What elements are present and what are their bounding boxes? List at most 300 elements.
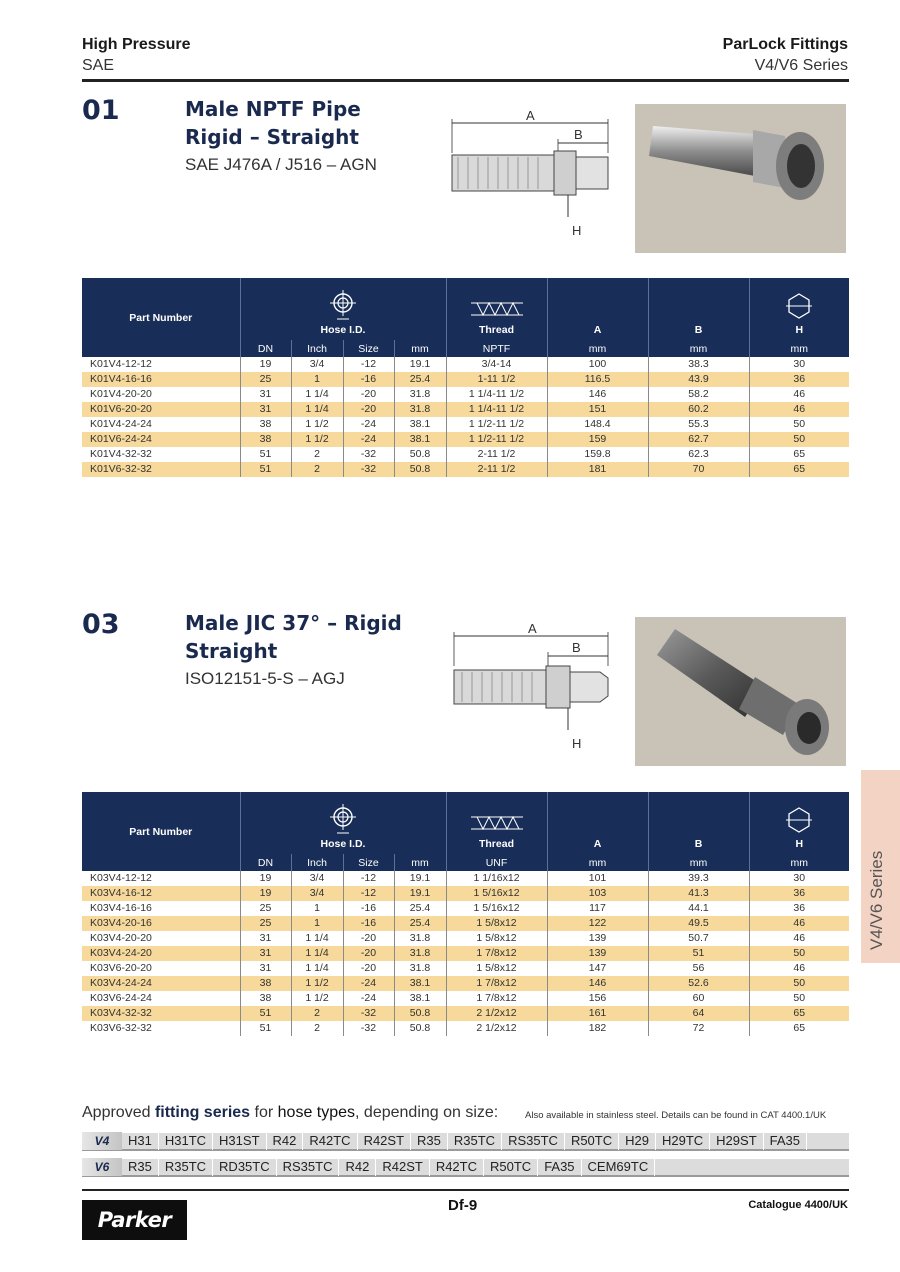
table-cell: 39.3 bbox=[648, 871, 749, 886]
table-cell: 30 bbox=[749, 357, 849, 372]
unit-mm: mm bbox=[394, 340, 446, 357]
fitting-dimension-diagram bbox=[440, 105, 620, 240]
table-cell: -16 bbox=[343, 372, 394, 387]
thread-header bbox=[446, 792, 547, 854]
section-title-line1: Male NPTF Pipe bbox=[185, 97, 361, 121]
table-cell: 1 bbox=[291, 901, 343, 916]
table-cell: 38 bbox=[240, 991, 291, 1006]
table-cell: -32 bbox=[343, 1021, 394, 1036]
table-cell: 36 bbox=[749, 372, 849, 387]
table-cell: -32 bbox=[343, 462, 394, 477]
unit-b: mm bbox=[648, 340, 749, 357]
table-row bbox=[82, 1021, 849, 1036]
table-row bbox=[82, 976, 849, 991]
table-cell: 117 bbox=[547, 901, 648, 916]
table-row bbox=[82, 901, 849, 916]
table-cell: 19.1 bbox=[394, 886, 446, 901]
table-cell: 25 bbox=[240, 372, 291, 387]
table-cell: -12 bbox=[343, 871, 394, 886]
part-number-cell: K01V6-24-24 bbox=[82, 432, 240, 447]
table-cell: -20 bbox=[343, 961, 394, 976]
table-cell: 70 bbox=[648, 462, 749, 477]
table-cell: 46 bbox=[749, 387, 849, 402]
table-cell: 101 bbox=[547, 871, 648, 886]
h-header bbox=[749, 278, 849, 340]
h-header bbox=[749, 792, 849, 854]
table-row bbox=[82, 417, 849, 432]
dimension-a-label: A bbox=[528, 621, 537, 636]
unit-size: Size bbox=[343, 340, 394, 357]
table-cell: 19.1 bbox=[394, 871, 446, 886]
table-row bbox=[82, 991, 849, 1006]
table-cell: 50.8 bbox=[394, 1006, 446, 1021]
table-row bbox=[82, 871, 849, 886]
table-cell: 1 5/8x12 bbox=[446, 931, 547, 946]
table-cell: 19 bbox=[240, 871, 291, 886]
table-cell: -20 bbox=[343, 946, 394, 961]
table-cell: 2-11 1/2 bbox=[446, 462, 547, 477]
section-title-line1: Male JIC 37° – Rigid bbox=[185, 611, 402, 635]
series-side-tab bbox=[861, 770, 900, 963]
fitting-photo bbox=[635, 617, 846, 766]
table-cell: 60.2 bbox=[648, 402, 749, 417]
table-cell: 50 bbox=[749, 976, 849, 991]
part-number-header: Part Number bbox=[82, 278, 240, 357]
hose-series-tag: V4 bbox=[82, 1132, 122, 1150]
fitting-photo bbox=[635, 104, 846, 253]
hose-type-item: R35 bbox=[411, 1132, 448, 1150]
table-cell: 31.8 bbox=[394, 931, 446, 946]
unit-dn: DN bbox=[240, 854, 291, 871]
table-cell: 181 bbox=[547, 462, 648, 477]
dimension-h-label: H bbox=[572, 223, 582, 238]
part-number-cell: K01V6-20-20 bbox=[82, 402, 240, 417]
b-header: B bbox=[648, 792, 749, 854]
table-cell: 1 5/16x12 bbox=[446, 901, 547, 916]
table-cell: 2 1/2x12 bbox=[446, 1006, 547, 1021]
approved-heading bbox=[82, 1104, 498, 1122]
thread-icon bbox=[469, 811, 525, 835]
part-number-cell: K03V4-12-12 bbox=[90, 872, 152, 884]
header-right bbox=[723, 35, 848, 77]
spec-table bbox=[82, 792, 849, 1036]
table-cell: 65 bbox=[749, 1006, 849, 1021]
table-row bbox=[82, 916, 849, 931]
table-cell: 1 1/2-11 1/2 bbox=[446, 417, 547, 432]
table-cell: 3/4-14 bbox=[446, 357, 547, 372]
h-label: H bbox=[795, 324, 804, 336]
table-cell: 116.5 bbox=[547, 372, 648, 387]
table-cell: 2 bbox=[291, 1006, 343, 1021]
table-cell: 151 bbox=[547, 402, 648, 417]
hose-series-tag: V6 bbox=[82, 1158, 122, 1176]
hose-type-item: H31 bbox=[122, 1132, 159, 1150]
approved-mid: for bbox=[250, 1104, 278, 1121]
table-cell: 31.8 bbox=[394, 402, 446, 417]
table-cell: 2 1/2x12 bbox=[446, 1021, 547, 1036]
hose-type-item: FA35 bbox=[538, 1158, 581, 1176]
table-cell: 1 7/8x12 bbox=[446, 991, 547, 1006]
table-cell: 36 bbox=[749, 886, 849, 901]
table-cell: 139 bbox=[547, 931, 648, 946]
b-header: B bbox=[648, 278, 749, 340]
table-cell: 2 bbox=[291, 462, 343, 477]
table-cell: 103 bbox=[547, 886, 648, 901]
hose-type-item: CEM69TC bbox=[582, 1158, 656, 1176]
hose-type-item: H31TC bbox=[159, 1132, 213, 1150]
hose-series-bar bbox=[82, 1159, 849, 1177]
hose-type-item: R42 bbox=[339, 1158, 376, 1176]
table-cell: 41.3 bbox=[648, 886, 749, 901]
hose-type-item: R42TC bbox=[303, 1132, 357, 1150]
table-cell: 65 bbox=[749, 1021, 849, 1036]
dimension-b-label: B bbox=[574, 127, 583, 142]
hose-id-label: Hose I.D. bbox=[320, 324, 366, 336]
section-number: 01 bbox=[82, 95, 120, 126]
table-cell: 56 bbox=[648, 961, 749, 976]
part-number-cell: K01V4-20-20 bbox=[90, 388, 152, 400]
table-cell: 50.8 bbox=[394, 447, 446, 462]
table-cell: 19 bbox=[240, 886, 291, 901]
table-cell: 51 bbox=[240, 1006, 291, 1021]
table-cell: 50 bbox=[749, 417, 849, 432]
section-title bbox=[185, 95, 361, 151]
part-number-cell: K03V4-16-16 bbox=[90, 902, 152, 914]
series-side-tab-label: V4/V6 Series bbox=[867, 850, 886, 950]
thread-label: Thread bbox=[478, 324, 514, 336]
hose-type-item: R42 bbox=[267, 1132, 304, 1150]
table-cell: 1 1/4 bbox=[291, 946, 343, 961]
hose-id-label: Hose I.D. bbox=[320, 838, 366, 850]
section-title-line2: Straight bbox=[185, 639, 278, 663]
part-number-cell: K03V4-20-16 bbox=[82, 916, 240, 931]
header-product-line: ParLock Fittings bbox=[722, 36, 848, 53]
table-cell: 31 bbox=[240, 961, 291, 976]
table-cell: 31.8 bbox=[394, 961, 446, 976]
unit-thread: UNF bbox=[446, 854, 547, 871]
approved-suffix: , depending on size: bbox=[355, 1104, 499, 1121]
unit-mm: mm bbox=[394, 854, 446, 871]
table-cell: 38.1 bbox=[394, 432, 446, 447]
table-cell: 65 bbox=[749, 447, 849, 462]
table-cell: 159 bbox=[547, 432, 648, 447]
hose-bore-icon bbox=[328, 289, 358, 321]
header-divider bbox=[82, 79, 849, 82]
table-cell: 46 bbox=[749, 961, 849, 976]
table-cell: 25.4 bbox=[394, 901, 446, 916]
table-cell: 19.1 bbox=[394, 357, 446, 372]
table-cell: -16 bbox=[343, 916, 394, 931]
table-row bbox=[82, 387, 849, 402]
table-cell: 51 bbox=[240, 447, 291, 462]
header-category: High Pressure bbox=[82, 36, 191, 53]
table-cell: 55.3 bbox=[648, 417, 749, 432]
table-cell: -16 bbox=[343, 901, 394, 916]
table-cell: 50 bbox=[749, 946, 849, 961]
h-label: H bbox=[795, 838, 804, 850]
hose-type-item: RS35TC bbox=[502, 1132, 565, 1150]
hose-type-item: RS35TC bbox=[277, 1158, 340, 1176]
part-number-cell: K03V6-32-32 bbox=[90, 1022, 152, 1034]
table-cell: 52.6 bbox=[648, 976, 749, 991]
table-cell: 1 1/2-11 1/2 bbox=[446, 432, 547, 447]
table-cell: 44.1 bbox=[648, 901, 749, 916]
table-cell: 38.1 bbox=[394, 991, 446, 1006]
table-cell: 1 bbox=[291, 372, 343, 387]
table-cell: -20 bbox=[343, 402, 394, 417]
thread-label: Thread bbox=[478, 838, 514, 850]
table-row bbox=[82, 432, 849, 447]
unit-b: mm bbox=[648, 854, 749, 871]
table-cell: -24 bbox=[343, 417, 394, 432]
table-cell: 148.4 bbox=[547, 417, 648, 432]
table-cell: 50 bbox=[749, 432, 849, 447]
table-cell: 38.1 bbox=[394, 417, 446, 432]
table-row bbox=[82, 462, 849, 477]
part-number-cell: K01V6-32-32 bbox=[82, 462, 240, 477]
table-cell: 161 bbox=[547, 1006, 648, 1021]
hose-series-bar bbox=[82, 1133, 849, 1151]
hose-type-item: H31ST bbox=[213, 1132, 266, 1150]
table-cell: -32 bbox=[343, 447, 394, 462]
part-number-cell: K03V6-24-24 bbox=[90, 992, 152, 1004]
table-cell: 31 bbox=[240, 387, 291, 402]
table-cell: -12 bbox=[343, 357, 394, 372]
hose-type-item: H29TC bbox=[656, 1132, 710, 1150]
table-cell: 1 1/4 bbox=[291, 961, 343, 976]
thread-header bbox=[446, 278, 547, 340]
unit-inch: Inch bbox=[291, 854, 343, 871]
part-number-cell: K03V6-20-20 bbox=[90, 962, 152, 974]
table-cell: 2-11 1/2 bbox=[446, 447, 547, 462]
table-cell: 25.4 bbox=[394, 372, 446, 387]
table-cell: 38.1 bbox=[394, 976, 446, 991]
table-cell: 65 bbox=[749, 462, 849, 477]
header-left bbox=[82, 35, 190, 77]
hose-type-item: R35 bbox=[122, 1158, 159, 1176]
spec-table bbox=[82, 278, 849, 477]
table-cell: 156 bbox=[547, 991, 648, 1006]
table-cell: 139 bbox=[547, 946, 648, 961]
dimension-b-label: B bbox=[572, 640, 581, 655]
table-cell: 38.3 bbox=[648, 357, 749, 372]
page-number: Df-9 bbox=[448, 1197, 478, 1214]
part-number-cell: K01V4-12-12 bbox=[90, 358, 152, 370]
unit-inch: Inch bbox=[291, 340, 343, 357]
hose-id-header bbox=[240, 792, 446, 854]
table-cell: 1 1/2 bbox=[291, 976, 343, 991]
section-number: 03 bbox=[82, 609, 120, 640]
table-cell: 43.9 bbox=[648, 372, 749, 387]
table-cell: 31 bbox=[240, 402, 291, 417]
table-cell: 3/4 bbox=[291, 886, 343, 901]
table-cell: 1 5/16x12 bbox=[446, 886, 547, 901]
catalogue-number: Catalogue 4400/UK bbox=[748, 1199, 848, 1211]
a-header: A bbox=[547, 792, 648, 854]
table-cell: 46 bbox=[749, 931, 849, 946]
table-row bbox=[82, 447, 849, 462]
hex-icon bbox=[784, 805, 814, 835]
table-cell: 50.7 bbox=[648, 931, 749, 946]
table-cell: 51 bbox=[648, 946, 749, 961]
table-row bbox=[82, 931, 849, 946]
hose-type-item: H29 bbox=[619, 1132, 656, 1150]
table-cell: 146 bbox=[547, 976, 648, 991]
part-number-cell: K01V4-16-16 bbox=[82, 372, 240, 387]
table-row bbox=[82, 402, 849, 417]
part-number-cell: K03V4-20-20 bbox=[90, 932, 152, 944]
table-cell: 60 bbox=[648, 991, 749, 1006]
hose-type-item: R35TC bbox=[159, 1158, 213, 1176]
hose-type-item: R50TC bbox=[565, 1132, 619, 1150]
approved-hose-types: hose types bbox=[277, 1104, 356, 1121]
table-cell: 51 bbox=[240, 1021, 291, 1036]
table-cell: 1 1/4 bbox=[291, 387, 343, 402]
table-cell: 1 7/8x12 bbox=[446, 976, 547, 991]
table-row bbox=[82, 357, 849, 372]
unit-thread: NPTF bbox=[446, 340, 547, 357]
table-cell: 1 1/4 bbox=[291, 931, 343, 946]
table-cell: 2 bbox=[291, 1021, 343, 1036]
table-cell: -24 bbox=[343, 976, 394, 991]
table-cell: 122 bbox=[547, 916, 648, 931]
table-cell: 1 7/8x12 bbox=[446, 946, 547, 961]
table-cell: 1 1/2 bbox=[291, 417, 343, 432]
unit-h: mm bbox=[749, 854, 849, 871]
part-number-cell: K03V4-32-32 bbox=[82, 1006, 240, 1021]
table-cell: 58.2 bbox=[648, 387, 749, 402]
table-cell: 19 bbox=[240, 357, 291, 372]
hose-type-item: RD35TC bbox=[213, 1158, 277, 1176]
table-cell: 1-11 1/2 bbox=[446, 372, 547, 387]
dimension-h-label: H bbox=[572, 736, 582, 751]
table-cell: 51 bbox=[240, 462, 291, 477]
table-cell: 1 1/4 bbox=[291, 402, 343, 417]
stainless-note: Also available in stainless steel. Details can be found in CAT 4400.1/UK bbox=[525, 1110, 827, 1121]
table-cell: 31 bbox=[240, 946, 291, 961]
table-cell: 159.8 bbox=[547, 447, 648, 462]
table-row bbox=[82, 961, 849, 976]
table-cell: 1 bbox=[291, 916, 343, 931]
section-title bbox=[185, 609, 402, 665]
table-cell: 30 bbox=[749, 871, 849, 886]
approved-fitting-series: fitting series bbox=[154, 1104, 251, 1121]
header-subcategory: SAE bbox=[82, 57, 115, 74]
table-row bbox=[82, 1006, 849, 1021]
unit-h: mm bbox=[749, 340, 849, 357]
section-title-line2: Rigid – Straight bbox=[185, 125, 359, 149]
table-cell: 25 bbox=[240, 901, 291, 916]
table-cell: -24 bbox=[343, 432, 394, 447]
table-cell: 72 bbox=[648, 1021, 749, 1036]
table-cell: 100 bbox=[547, 357, 648, 372]
approved-prefix: Approved bbox=[82, 1104, 155, 1121]
table-cell: 49.5 bbox=[648, 916, 749, 931]
table-cell: 146 bbox=[547, 387, 648, 402]
table-cell: 38 bbox=[240, 432, 291, 447]
table-cell: 25.4 bbox=[394, 916, 446, 931]
parker-logo: Parker bbox=[82, 1200, 187, 1240]
hose-type-item: R42ST bbox=[358, 1132, 411, 1150]
fitting-dimension-diagram bbox=[440, 618, 620, 753]
table-cell: 1 1/4-11 1/2 bbox=[446, 387, 547, 402]
table-cell: 1 1/16x12 bbox=[446, 871, 547, 886]
table-cell: 31.8 bbox=[394, 387, 446, 402]
table-cell: 50.8 bbox=[394, 1021, 446, 1036]
table-cell: 62.3 bbox=[648, 447, 749, 462]
table-cell: -12 bbox=[343, 886, 394, 901]
table-cell: 2 bbox=[291, 447, 343, 462]
hose-type-item: R42ST bbox=[376, 1158, 429, 1176]
unit-a: mm bbox=[547, 340, 648, 357]
hose-type-item: R50TC bbox=[484, 1158, 538, 1176]
table-cell: 38 bbox=[240, 417, 291, 432]
table-cell: 1 5/8x12 bbox=[446, 916, 547, 931]
table-cell: 38 bbox=[240, 976, 291, 991]
table-cell: 3/4 bbox=[291, 357, 343, 372]
hose-type-item: R42TC bbox=[430, 1158, 484, 1176]
table-cell: 50 bbox=[749, 991, 849, 1006]
table-cell: 46 bbox=[749, 402, 849, 417]
part-number-cell: K03V4-16-12 bbox=[82, 886, 240, 901]
table-cell: 25 bbox=[240, 916, 291, 931]
table-row bbox=[82, 372, 849, 387]
unit-size: Size bbox=[343, 854, 394, 871]
hose-id-header bbox=[240, 278, 446, 340]
table-cell: -24 bbox=[343, 991, 394, 1006]
hose-type-item: FA35 bbox=[764, 1132, 807, 1150]
table-cell: 36 bbox=[749, 901, 849, 916]
part-number-cell: K01V4-32-32 bbox=[90, 448, 152, 460]
dimension-a-label: A bbox=[526, 108, 535, 123]
table-cell: 1 1/4-11 1/2 bbox=[446, 402, 547, 417]
table-cell: 31 bbox=[240, 931, 291, 946]
a-header: A bbox=[547, 278, 648, 340]
thread-icon bbox=[469, 297, 525, 321]
hose-type-item: R35TC bbox=[448, 1132, 502, 1150]
section-standard: ISO12151-5-S – AGJ bbox=[185, 669, 345, 688]
unit-dn: DN bbox=[240, 340, 291, 357]
section-standard: SAE J476A / J516 – AGN bbox=[185, 155, 377, 174]
table-cell: -20 bbox=[343, 931, 394, 946]
table-cell: 46 bbox=[749, 916, 849, 931]
table-cell: -20 bbox=[343, 387, 394, 402]
hex-icon bbox=[784, 291, 814, 321]
table-cell: 62.7 bbox=[648, 432, 749, 447]
table-row bbox=[82, 886, 849, 901]
hose-bore-icon bbox=[328, 803, 358, 835]
table-cell: 1 1/2 bbox=[291, 432, 343, 447]
table-cell: 1 5/8x12 bbox=[446, 961, 547, 976]
table-cell: 50.8 bbox=[394, 462, 446, 477]
table-cell: 1 1/2 bbox=[291, 991, 343, 1006]
hose-type-item: H29ST bbox=[710, 1132, 763, 1150]
part-number-header: Part Number bbox=[82, 792, 240, 871]
part-number-cell: K01V4-24-24 bbox=[90, 418, 152, 430]
table-cell: 31.8 bbox=[394, 946, 446, 961]
table-row bbox=[82, 946, 849, 961]
table-cell: 64 bbox=[648, 1006, 749, 1021]
table-cell: 147 bbox=[547, 961, 648, 976]
table-cell: -32 bbox=[343, 1006, 394, 1021]
table-cell: 3/4 bbox=[291, 871, 343, 886]
footer-divider bbox=[82, 1189, 849, 1191]
part-number-cell: K03V4-24-24 bbox=[82, 976, 240, 991]
table-cell: 182 bbox=[547, 1021, 648, 1036]
unit-a: mm bbox=[547, 854, 648, 871]
header-series: V4/V6 Series bbox=[754, 57, 848, 74]
part-number-cell: K03V4-24-20 bbox=[82, 946, 240, 961]
